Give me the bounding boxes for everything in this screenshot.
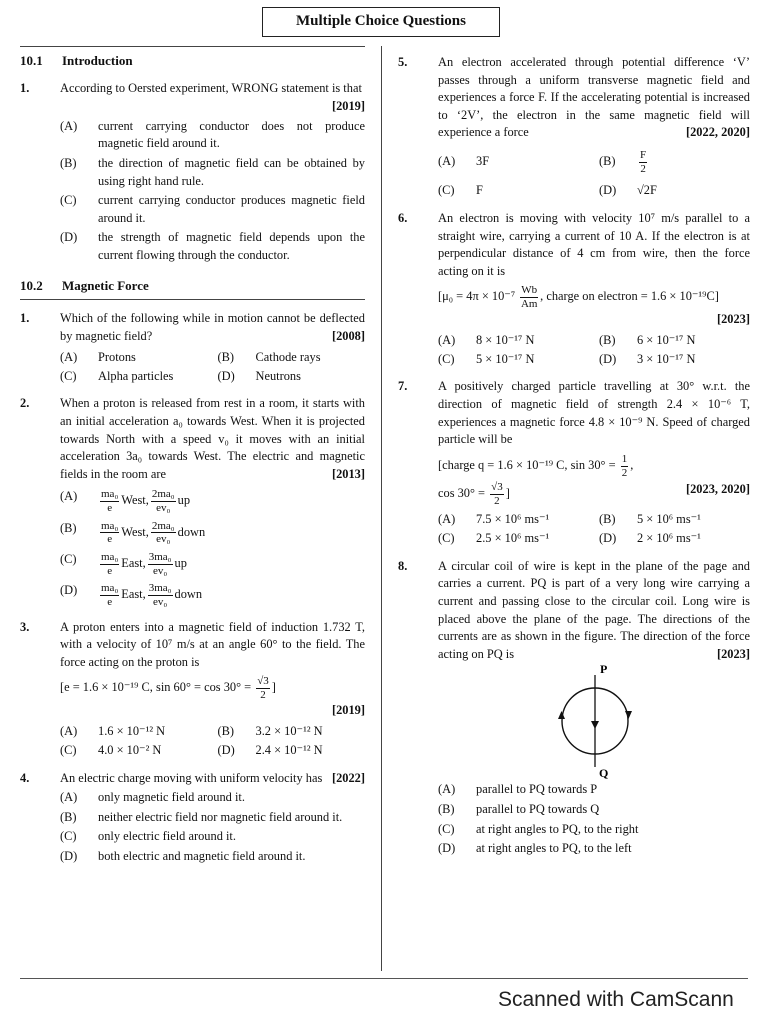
option[interactable]: (D) $\frac{\text{ma₀}}{e}$ East, $\frac{\text{3ma₀}}{\text{ev₀}}$ down (60, 582, 203, 608)
question-7: 7. A positively charged particle travelling at 30° w.r.t. the direction of magnetic field of strength 2.4 × 10⁻⁶ T, experiences a magnetic force 4.8 × 10⁻⁹ N. Speed of charged particle will be [charge q = 1.6 × 10⁻¹⁹ C, sin 30° = $\frac{1}{2}$ , cos 30° = $\frac{√3}{2}$ ] [2023, 2020] (A) 7.5 × 10⁶ ms⁻¹ (B) 5 × 10⁶ ms⁻¹ (C) 2.5 × 10⁶ ms⁻¹ (D) 2 × 10⁶ ms⁻¹ (398, 378, 750, 547)
option[interactable]: (A) 3F (438, 154, 490, 169)
option[interactable]: (A) only magnetic field around it. (60, 790, 245, 805)
option[interactable]: (B) Cathode rays (217, 350, 321, 365)
option[interactable]: (D) 2.4 × 10⁻¹² N (217, 742, 323, 757)
page-title: Multiple Choice Questions (262, 7, 500, 37)
option[interactable]: (C) 5 × 10⁻¹⁷ N (438, 351, 535, 366)
question-stem: When a proton is released from rest in a room, it starts with an initial acceleration a₀ towards West. When it is projected towards North with a speed v₀ it moves with an initial acceleration 3a₀ towards West. The electric and magnetic fields in the room are [2013] (60, 395, 365, 483)
option[interactable]: (B) 3.2 × 10⁻¹² N (217, 724, 323, 739)
option[interactable]: (D) at right angles to PQ, to the left (438, 841, 632, 856)
given-values: [charge q = 1.6 × 10⁻¹⁹ C, sin 30° = $\frac{1}{2}$ , (438, 452, 634, 479)
question-4: 4. An electric charge moving with uniform velocity has [2022] (A) only magnetic field around it. (B) neither electric field nor magnetic field around it. (C) only electric field around it. (D) both electric and magnetic field around it. (20, 770, 365, 866)
arrow-up-icon (558, 711, 565, 719)
option[interactable]: (C) current carrying conductor produces magnetic field around it. (60, 193, 365, 225)
given-values: [e = 1.6 × 10⁻¹⁹ C, sin 60° = cos 30° = $\frac{√3}{2}$ ] (60, 675, 276, 702)
option[interactable]: (C) at right angles to PQ, to the right (438, 821, 639, 836)
arrow-down-icon (591, 721, 599, 729)
scanner-watermark: Scanned with CamScann (498, 988, 734, 1011)
question-3: 3. A proton enters into a magnetic field of induction 1.732 T, with a velocity of 10⁷ m/s at an angle 60° to the field. The force acting on the proton is [e = 1.6 × 10⁻¹⁹ C, sin 60° = cos 30° = $\frac{√3}{2}$ ] [2019] (A) 1.6 × 10⁻¹² N (B) 3.2 × 10⁻¹² N (C) 4.0 × 10⁻² N (D) 2.4 × 10⁻¹² N (20, 619, 365, 760)
option[interactable]: (A) 1.6 × 10⁻¹² N (60, 724, 166, 739)
option[interactable]: (C) only electric field around it. (60, 829, 236, 844)
section-heading: 10.1 Introduction (20, 53, 133, 68)
year-tag: [2023] (716, 311, 750, 326)
question-2: 2. When a proton is released from rest in a room, it starts with an initial acceleration a₀ towards West. When it is projected towards North with a speed v₀ it moves with an initial acceleration 3a₀ towards West. The electric and magnetic fields in the room are [2013] (A) $\frac{\text{ma₀}}{e}$ West, $\frac{\text{2ma₀}}{\text{ev₀}}$ up (B) $\frac{\text{ma₀}}{e}$ West, $\frac{\text{2ma₀}}{\text{ev₀}}$ down (C) $\frac{\text{ma₀}}{e}$ East, $\frac{\text{3ma₀}}{\text{ev₀}}$ up (D) $\frac{\text{ma₀}}{e}$ East, $\frac{\text{3ma₀}}{\text{ev₀}}$ down (20, 396, 365, 608)
year-tag: [2008] (331, 328, 365, 343)
year-tag: [2023, 2020] (685, 482, 750, 497)
divider (20, 46, 365, 47)
option[interactable]: (D) both electric and magnetic field around it. (60, 848, 306, 863)
right-column (398, 54, 750, 858)
arrow-down-icon (625, 711, 632, 719)
option[interactable]: (B) parallel to PQ towards Q (438, 801, 600, 816)
coil-wire-figure (438, 663, 750, 779)
column-divider (381, 46, 382, 971)
option[interactable]: (C) $\frac{\text{ma₀}}{e}$ East, $\frac{\text{3ma₀}}{\text{ev₀}}$ up (60, 551, 187, 577)
option[interactable]: (B) $\frac{\text{ma₀}}{e}$ West, $\frac{\text{2ma₀}}{\text{ev₀}}$ down (60, 519, 206, 546)
given-values: cos 30° = $\frac{√3}{2}$ ] [2023, 2020] (438, 481, 750, 507)
option[interactable]: (A) Protons (60, 350, 136, 365)
option[interactable]: (C) F (438, 183, 483, 198)
coil-wire-diagram (438, 663, 750, 779)
option[interactable]: (D) 2 × 10⁶ ms⁻¹ (599, 531, 701, 546)
option[interactable]: (C) 4.0 × 10⁻² N (60, 742, 162, 757)
option[interactable]: (B) 6 × 10⁻¹⁷ N (599, 333, 696, 348)
question-stem: A circular coil of wire is kept in the plane of the page and carries a current. PQ is part of a very long wire carrying a current and passing close to the circular coil. Long wire is placed above the plane of the page. The directions of the currents are as shown in the figure. The direction of the force acting on PQ is [2023] (438, 558, 750, 664)
year-tag: [2023] (716, 646, 750, 661)
option[interactable]: (A) parallel to PQ towards P (438, 782, 598, 797)
option[interactable]: (A) current carrying conductor does not produce magnetic field around it. (60, 118, 365, 151)
question-stem: An electron accelerated through potential difference ‘V’ passes through a uniform transverse magnetic field and experiences a force F. If the accelerating potential is increased to ‘2V’, the electron in the same magnetic field will experience a force [2022, 2020] (438, 54, 750, 142)
option[interactable]: (D) √2F (599, 183, 657, 198)
question-stem: An electric charge moving with uniform velocity has [2022] (60, 770, 365, 788)
question-intro-1: 1. According to Oersted experiment, WRONG statement is that [2019] (A) current carrying conductor does not produce magnetic field around it. (B) the direction of magnetic field can be obtained by using right hand rule. (C) current carrying conductor produces magnetic field around it. (D) the strength of magnetic field depends upon the current flowing through the conductor. (20, 80, 365, 264)
section-heading: 10.2 Magnetic Force (20, 277, 149, 293)
year-tag: [2022] (331, 770, 365, 785)
label-q: Q (599, 766, 609, 780)
option[interactable]: (A) 8 × 10⁻¹⁷ N (438, 333, 535, 348)
option[interactable]: (D) Neutrons (217, 368, 301, 383)
given-values: [μ₀ = 4π × 10⁻⁷ $\frac{Wb}{Am}$ , charge on electron = 1.6 × 10⁻¹⁹C] (438, 284, 719, 311)
question-stem: A positively charged particle travelling at 30° w.r.t. the direction of magnetic field of strength 2.4 × 10⁻⁶ T, experiences a magnetic force 4.8 × 10⁻⁹ N. Speed of charged particle will be (438, 379, 750, 447)
question-5: 5. An electron accelerated through potential difference ‘V’ passes through a uniform transverse magnetic field and experiences a force F. If the accelerating potential is increased to ‘2V’, the electron in the same magnetic field will experience a force [2022, 2020] (A) 3F (B) $\frac{F}{2}$ (C) F (D) √2F (398, 54, 750, 200)
question-stem: Which of the following while in motion cannot be deflected by magnetic field? [2008] (60, 310, 365, 345)
question-stem: A proton enters into a magnetic field of induction 1.732 T, with a velocity of 10⁷ m/s at an angle 60° to the field. The force acting on the proton is (60, 619, 365, 669)
option[interactable]: (B) $\frac{F}{2}$ (599, 149, 647, 175)
option[interactable]: (A) $\frac{\text{ma₀}}{e}$ West, $\frac{\text{2ma₀}}{\text{ev₀}}$ up (60, 488, 191, 515)
option[interactable]: (B) 5 × 10⁶ ms⁻¹ (599, 512, 701, 527)
question-stem: According to Oersted experiment, WRONG statement is that [2019] (60, 80, 365, 115)
question-6: 6. An electron is moving with velocity 10⁷ m/s parallel to a straight wire, carrying a current of 10 A. If the electron is at perpendicular distance of 4 cm from wire, then the force acting on it is [μ₀ = 4π × 10⁻⁷ $\frac{Wb}{Am}$ , charge on electron = 1.6 × 10⁻¹⁹C] [2023] (A) 8 × 10⁻¹⁷ N (B) 6 × 10⁻¹⁷ N (C) 5 × 10⁻¹⁷ N (D) 3 × 10⁻¹⁷ N (398, 210, 750, 369)
divider (20, 299, 365, 300)
question-stem: An electron is moving with velocity 10⁷ m/s parallel to a straight wire, carrying a current of 10 A. If the electron is at perpendicular distance of 4 cm from wire, then the force acting on it is (438, 210, 750, 278)
question-8: 8. A circular coil of wire is kept in the plane of the page and carries a current. PQ is part of a very long wire carrying a current and passing close to the circular coil. Long wire is placed above the plane of the page. The directions of the currents are as shown in the figure. The direction of the force acting on PQ is [2023] P Q (A) parallel to PQ towards P (B) parallel to PQ towards Q (C) at right angles to PQ, to the right (D) at right angles to PQ, to the left (398, 558, 750, 858)
option[interactable]: (C) Alpha particles (60, 368, 174, 383)
divider (20, 978, 748, 979)
option[interactable]: (D) the strength of magnetic field depends upon the current flowing through the conductor. (60, 230, 365, 262)
question-1: 1. Which of the following while in motion cannot be deflected by magnetic field? [2008] (A) Protons (B) Cathode rays (C) Alpha particles (D) Neutrons (20, 310, 365, 385)
option[interactable]: (A) 7.5 × 10⁶ ms⁻¹ (438, 512, 550, 527)
left-column (20, 50, 365, 866)
year-tag: [2019] (331, 702, 365, 717)
option[interactable]: (C) 2.5 × 10⁶ ms⁻¹ (438, 531, 550, 546)
option[interactable]: (B) neither electric field nor magnetic field around it. (60, 809, 343, 824)
year-tag: [2013] (331, 466, 365, 481)
year-tag: [2022, 2020] (685, 125, 750, 140)
label-p: P (600, 663, 608, 677)
year-tag: [2019] (331, 99, 365, 114)
option[interactable]: (D) 3 × 10⁻¹⁷ N (599, 351, 696, 366)
option[interactable]: (B) the direction of magnetic field can be obtained by using right hand rule. (60, 155, 365, 188)
